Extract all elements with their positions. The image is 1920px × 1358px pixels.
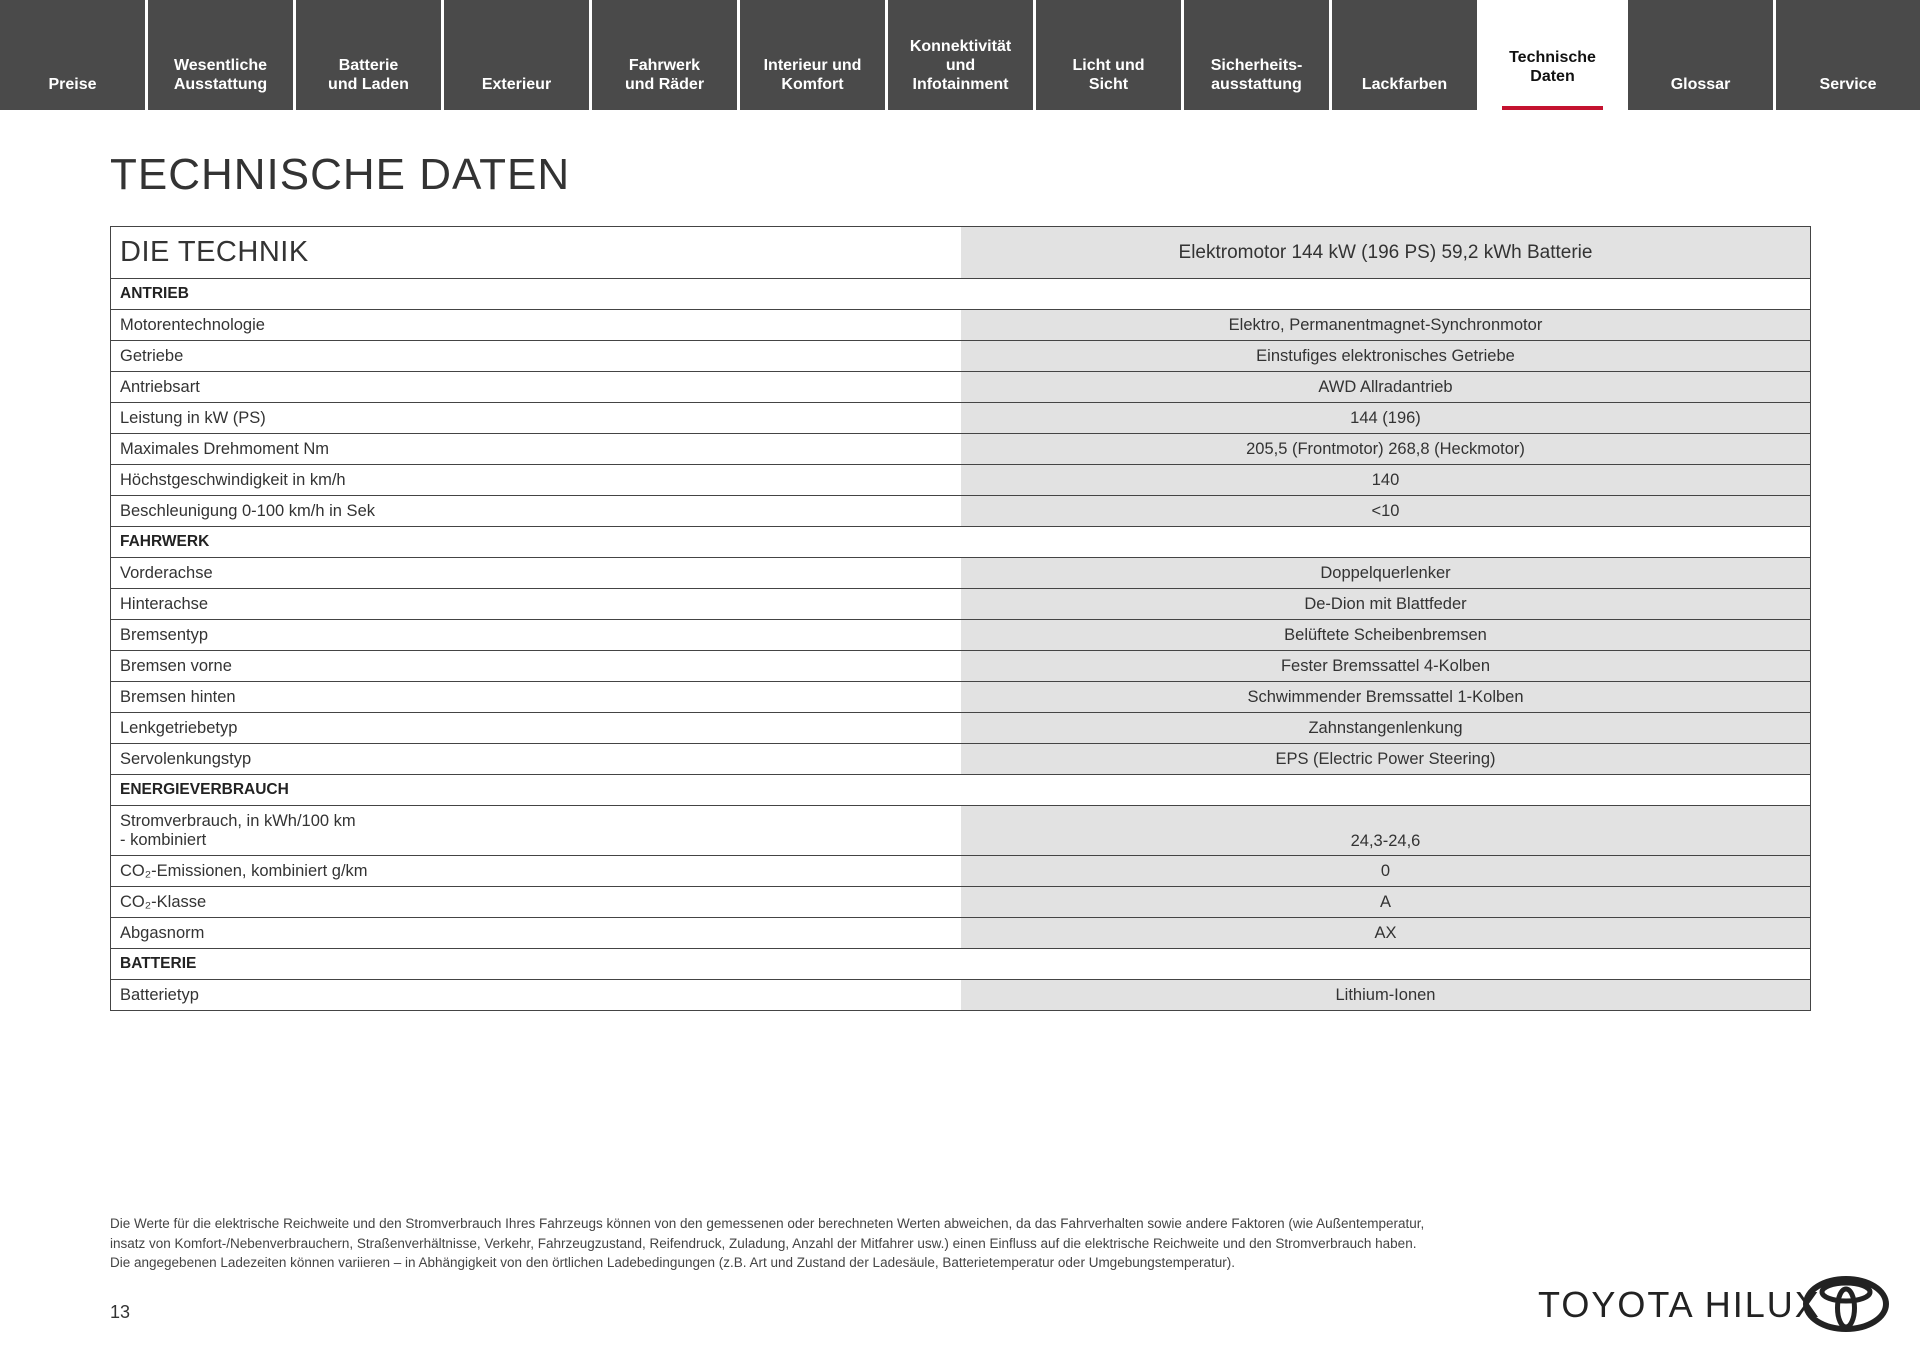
tab-konnektivitaet[interactable]: [888, 0, 1036, 110]
tab-batterie-und-laden[interactable]: [296, 0, 444, 110]
row-label: [111, 806, 961, 855]
row-value: 24,3-24,6: [961, 806, 1810, 855]
table-row: [111, 496, 1810, 527]
table-row: [111, 620, 1810, 651]
section-spacer: [961, 279, 1810, 309]
table-row: [111, 465, 1810, 496]
section-row: [111, 279, 1810, 310]
row-label-text: Stromverbrauch, in kWh/100 km - kombiniert: [120, 811, 356, 849]
row-label: Batterietyp: [111, 980, 961, 1010]
section-spacer: [961, 949, 1810, 979]
table-header-left: DIE TECHNIK: [111, 227, 961, 278]
table-row: [111, 372, 1810, 403]
table-header-row: [111, 227, 1810, 279]
tab-interieur-und-komfort[interactable]: [740, 0, 888, 110]
row-label: CO₂-Emissionen, kombiniert g/km: [111, 856, 961, 886]
top-navigation: [0, 0, 1920, 110]
tab-label: Glossar: [1670, 76, 1731, 93]
tab-label: Konnektivität und Infotainment: [909, 38, 1012, 93]
section-row: [111, 775, 1810, 806]
tab-label: Lackfarben: [1361, 76, 1448, 93]
footnote-line: Die angegebenen Ladezeiten können variieren – in Abhängigkeit von den örtlichen Ladebedingungen (z.B. Art und Zustand der Ladesäule, Batterietemperatur oder Umgebungstemperatur).: [110, 1255, 1236, 1270]
row-label: Hinterachse: [111, 589, 961, 619]
row-value: Doppelquerlenker: [961, 558, 1810, 588]
row-label: Lenkgetriebetyp: [111, 713, 961, 743]
row-label: Servolenkungstyp: [111, 744, 961, 774]
row-value: 205,5 (Frontmotor) 268,8 (Heckmotor): [961, 434, 1810, 464]
table-row: [111, 558, 1810, 589]
tab-label: Preise: [48, 76, 97, 93]
row-value: De-Dion mit Blattfeder: [961, 589, 1810, 619]
section-row: [111, 949, 1810, 980]
table-row: [111, 341, 1810, 372]
tab-label: Batterie und Laden: [328, 57, 409, 93]
tab-label: Sicherheits- ausstattung: [1210, 57, 1303, 93]
row-label: Bremsentyp: [111, 620, 961, 650]
row-value: <10: [961, 496, 1810, 526]
row-label: Motorentechnologie: [111, 310, 961, 340]
row-value: Einstufiges elektronisches Getriebe: [961, 341, 1810, 371]
section-title: ANTRIEB: [111, 279, 961, 309]
tab-label: Wesentliche Ausstattung: [173, 57, 268, 93]
row-label: Vorderachse: [111, 558, 961, 588]
tab-wesentliche-ausstattung[interactable]: [148, 0, 296, 110]
tab-glossar[interactable]: [1628, 0, 1776, 110]
tab-exterieur[interactable]: [444, 0, 592, 110]
row-value: Lithium-Ionen: [961, 980, 1810, 1010]
row-value: 144 (196): [961, 403, 1810, 433]
tab-label: Service: [1819, 76, 1877, 93]
footnote: [110, 1214, 1610, 1273]
tab-technische-daten[interactable]: [1480, 0, 1628, 110]
table-row: [111, 434, 1810, 465]
table-row: [111, 651, 1810, 682]
tab-label: Fahrwerk und Räder: [624, 57, 705, 93]
row-label: CO₂-Klasse: [111, 887, 961, 917]
row-label: Maximales Drehmoment Nm: [111, 434, 961, 464]
row-label: Bremsen vorne: [111, 651, 961, 681]
tab-lackfarben[interactable]: [1332, 0, 1480, 110]
tab-sicherheitsausstattung[interactable]: [1184, 0, 1332, 110]
row-label: Bremsen hinten: [111, 682, 961, 712]
section-title: ENERGIEVERBRAUCH: [111, 775, 961, 805]
brand-name: TOYOTA HILUX: [1538, 1284, 1821, 1325]
table-row: [111, 806, 1810, 856]
tab-label: Technische Daten: [1509, 49, 1596, 85]
table-row: [111, 887, 1810, 918]
section-row: [111, 527, 1810, 558]
row-value: EPS (Electric Power Steering): [961, 744, 1810, 774]
row-label: Leistung in kW (PS): [111, 403, 961, 433]
table-header-right: Elektromotor 144 kW (196 PS) 59,2 kWh Batterie: [961, 227, 1810, 278]
tab-label: Exterieur: [481, 76, 552, 93]
section-title: BATTERIE: [111, 949, 961, 979]
row-label: Abgasnorm: [111, 918, 961, 948]
row-value: AWD Allradantrieb: [961, 372, 1810, 402]
page-title: TECHNISCHE DATEN: [110, 150, 571, 199]
section-title: FAHRWERK: [111, 527, 961, 557]
row-value: A: [961, 887, 1810, 917]
tab-label: Licht und Sicht: [1072, 57, 1145, 93]
table-row: [111, 403, 1810, 434]
row-value: AX: [961, 918, 1810, 948]
table-row: [111, 713, 1810, 744]
tab-preise[interactable]: [0, 0, 148, 110]
row-value: Fester Bremssattel 4-Kolben: [961, 651, 1810, 681]
table-row: [111, 589, 1810, 620]
tab-licht-und-sicht[interactable]: [1036, 0, 1184, 110]
footnote-line: Die Werte für die elektrische Reichweite und den Stromverbrauch Ihres Fahrzeugs können von den gemessenen oder berechneten Werten abweichen, da das Fahrverhalten sowie andere Faktoren (wie Außentemperatur,: [110, 1216, 1425, 1231]
row-label: Antriebsart: [111, 372, 961, 402]
tab-fahrwerk-und-raeder[interactable]: [592, 0, 740, 110]
row-value: 140: [961, 465, 1810, 495]
page-number: 13: [110, 1302, 131, 1322]
row-value: Elektro, Permanentmagnet-Synchronmotor: [961, 310, 1810, 340]
toyota-logo-icon: [1802, 1275, 1890, 1333]
table-row: [111, 744, 1810, 775]
row-value: Schwimmender Bremssattel 1-Kolben: [961, 682, 1810, 712]
row-label: Höchstgeschwindigkeit in km/h: [111, 465, 961, 495]
row-value: Zahnstangenlenkung: [961, 713, 1810, 743]
section-spacer: [961, 527, 1810, 557]
table-row: [111, 682, 1810, 713]
row-label: Getriebe: [111, 341, 961, 371]
table-row: [111, 980, 1810, 1011]
row-label: Beschleunigung 0-100 km/h in Sek: [111, 496, 961, 526]
table-row: [111, 856, 1810, 887]
footnote-line: insatz von Komfort-/Nebenverbrauchern, Straßenverhältnisse, Verkehr, Fahrzeugzustand, Reifendruck, Zuladung, Anzahl der Mitfahrer usw.) einen Einfluss auf die elektrische Reichweite und den Stromverbrauch haben.: [110, 1235, 1417, 1251]
tab-service[interactable]: [1776, 0, 1920, 110]
row-value: 0: [961, 856, 1810, 886]
table-row: [111, 918, 1810, 949]
section-spacer: [961, 775, 1810, 805]
spec-table: [110, 226, 1811, 1011]
row-value: Belüftete Scheibenbremsen: [961, 620, 1810, 650]
table-row: [111, 310, 1810, 341]
tab-label: Interieur und Komfort: [763, 57, 862, 93]
